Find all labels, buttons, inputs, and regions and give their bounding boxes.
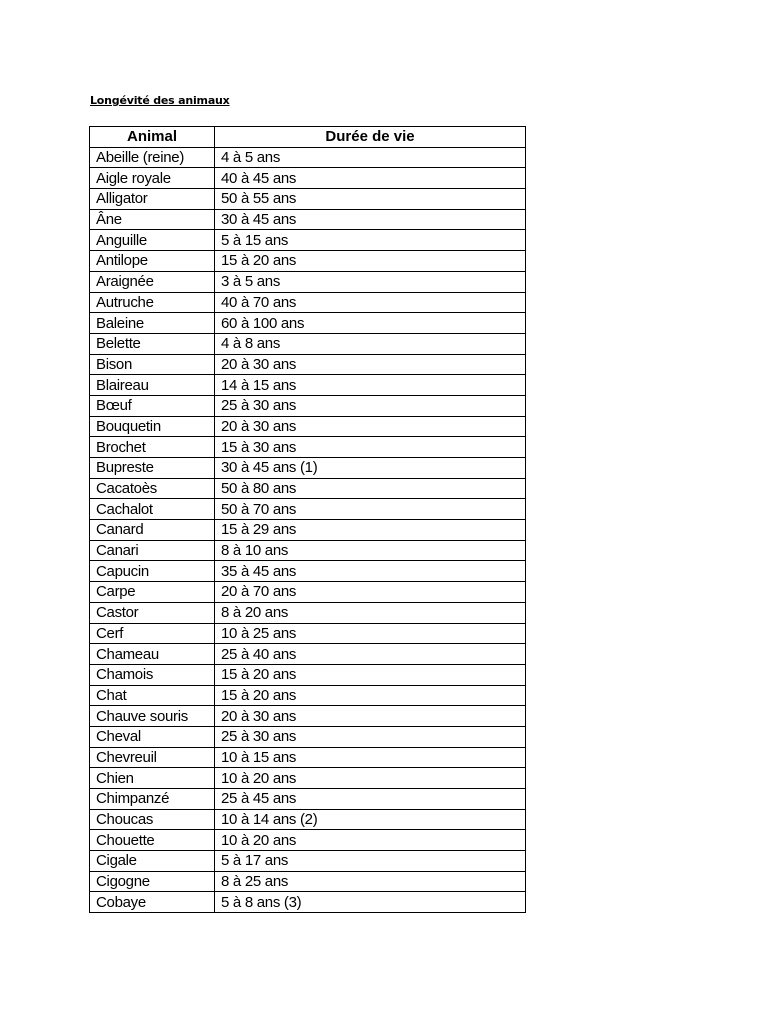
- table-row: [90, 582, 526, 603]
- table-row: [90, 189, 526, 210]
- cell-duree-de-vie: 50 à 80 ans: [215, 478, 526, 499]
- cell-duree-de-vie: 25 à 30 ans: [215, 726, 526, 747]
- cell-animal: Bœuf: [90, 395, 215, 416]
- table-row: [90, 147, 526, 168]
- table-row: [90, 768, 526, 789]
- cell-duree-de-vie: 25 à 45 ans: [215, 789, 526, 810]
- cell-animal: Chimpanzé: [90, 789, 215, 810]
- cell-animal: Cerf: [90, 623, 215, 644]
- cell-animal: Aigle royale: [90, 168, 215, 189]
- cell-animal: Anguille: [90, 230, 215, 251]
- cell-animal: Chauve souris: [90, 706, 215, 727]
- cell-animal: Choucas: [90, 809, 215, 830]
- table-header: [90, 127, 526, 148]
- cell-duree-de-vie: 25 à 40 ans: [215, 644, 526, 665]
- table-row: [90, 478, 526, 499]
- table-row: [90, 375, 526, 396]
- table-row: [90, 520, 526, 541]
- cell-duree-de-vie: 15 à 30 ans: [215, 437, 526, 458]
- cell-animal: Chamois: [90, 664, 215, 685]
- table-row: [90, 230, 526, 251]
- table-row: [90, 706, 526, 727]
- table-row: [90, 747, 526, 768]
- cell-duree-de-vie: 25 à 30 ans: [215, 395, 526, 416]
- cell-animal: Autruche: [90, 292, 215, 313]
- table-row: [90, 830, 526, 851]
- table-row: [90, 871, 526, 892]
- table-row: [90, 168, 526, 189]
- table-row: [90, 602, 526, 623]
- cell-animal: Chouette: [90, 830, 215, 851]
- cell-duree-de-vie: 10 à 20 ans: [215, 830, 526, 851]
- cell-animal: Bouquetin: [90, 416, 215, 437]
- cell-duree-de-vie: 15 à 20 ans: [215, 664, 526, 685]
- cell-duree-de-vie: 8 à 20 ans: [215, 602, 526, 623]
- table-row: [90, 540, 526, 561]
- table-header-row: [90, 127, 526, 148]
- table-row: [90, 437, 526, 458]
- table-row: [90, 809, 526, 830]
- table-row: [90, 623, 526, 644]
- cell-animal: Bison: [90, 354, 215, 375]
- cell-duree-de-vie: 10 à 20 ans: [215, 768, 526, 789]
- cell-animal: Cachalot: [90, 499, 215, 520]
- cell-animal: Castor: [90, 602, 215, 623]
- cell-duree-de-vie: 4 à 5 ans: [215, 147, 526, 168]
- table-row: [90, 789, 526, 810]
- cell-duree-de-vie: 5 à 15 ans: [215, 230, 526, 251]
- cell-animal: Chevreuil: [90, 747, 215, 768]
- cell-duree-de-vie: 10 à 15 ans: [215, 747, 526, 768]
- cell-duree-de-vie: 8 à 25 ans: [215, 871, 526, 892]
- table-row: [90, 458, 526, 479]
- table-row: [90, 664, 526, 685]
- table-row: [90, 851, 526, 872]
- cell-duree-de-vie: 40 à 45 ans: [215, 168, 526, 189]
- cell-animal: Cigogne: [90, 871, 215, 892]
- cell-duree-de-vie: 50 à 70 ans: [215, 499, 526, 520]
- table-row: [90, 499, 526, 520]
- cell-animal: Araignée: [90, 271, 215, 292]
- table-row: [90, 892, 526, 913]
- cell-duree-de-vie: 14 à 15 ans: [215, 375, 526, 396]
- cell-duree-de-vie: 40 à 70 ans: [215, 292, 526, 313]
- cell-animal: Belette: [90, 333, 215, 354]
- table-row: [90, 644, 526, 665]
- cell-animal: Alligator: [90, 189, 215, 210]
- table-row: [90, 209, 526, 230]
- cell-duree-de-vie: 35 à 45 ans: [215, 561, 526, 582]
- table-body: [90, 147, 526, 912]
- cell-duree-de-vie: 50 à 55 ans: [215, 189, 526, 210]
- cell-duree-de-vie: 20 à 70 ans: [215, 582, 526, 603]
- cell-animal: Blaireau: [90, 375, 215, 396]
- column-header-animal: Animal: [90, 127, 215, 148]
- table-row: [90, 416, 526, 437]
- table-row: [90, 271, 526, 292]
- cell-duree-de-vie: 4 à 8 ans: [215, 333, 526, 354]
- document-title: Longévité des animaux: [90, 94, 230, 107]
- cell-animal: Chat: [90, 685, 215, 706]
- column-header-duree-de-vie: Durée de vie: [215, 127, 526, 148]
- cell-animal: Cobaye: [90, 892, 215, 913]
- cell-duree-de-vie: 15 à 20 ans: [215, 685, 526, 706]
- cell-duree-de-vie: 20 à 30 ans: [215, 706, 526, 727]
- table-row: [90, 395, 526, 416]
- cell-animal: Bupreste: [90, 458, 215, 479]
- cell-duree-de-vie: 8 à 10 ans: [215, 540, 526, 561]
- cell-animal: Canari: [90, 540, 215, 561]
- cell-animal: Cacatoès: [90, 478, 215, 499]
- cell-animal: Carpe: [90, 582, 215, 603]
- cell-duree-de-vie: 15 à 20 ans: [215, 251, 526, 272]
- lifespan-table: [89, 126, 526, 913]
- table-row: [90, 251, 526, 272]
- cell-animal: Chien: [90, 768, 215, 789]
- cell-duree-de-vie: 30 à 45 ans: [215, 209, 526, 230]
- table-row: [90, 292, 526, 313]
- cell-animal: Canard: [90, 520, 215, 541]
- cell-duree-de-vie: 15 à 29 ans: [215, 520, 526, 541]
- table-row: [90, 333, 526, 354]
- cell-animal: Âne: [90, 209, 215, 230]
- cell-duree-de-vie: 60 à 100 ans: [215, 313, 526, 334]
- cell-animal: Capucin: [90, 561, 215, 582]
- cell-animal: Baleine: [90, 313, 215, 334]
- cell-duree-de-vie: 30 à 45 ans (1): [215, 458, 526, 479]
- cell-duree-de-vie: 5 à 17 ans: [215, 851, 526, 872]
- table-row: [90, 561, 526, 582]
- cell-duree-de-vie: 3 à 5 ans: [215, 271, 526, 292]
- cell-duree-de-vie: 20 à 30 ans: [215, 354, 526, 375]
- cell-animal: Abeille (reine): [90, 147, 215, 168]
- cell-animal: Chameau: [90, 644, 215, 665]
- cell-duree-de-vie: 10 à 14 ans (2): [215, 809, 526, 830]
- cell-animal: Cigale: [90, 851, 215, 872]
- table-row: [90, 354, 526, 375]
- table-row: [90, 685, 526, 706]
- cell-duree-de-vie: 10 à 25 ans: [215, 623, 526, 644]
- cell-duree-de-vie: 20 à 30 ans: [215, 416, 526, 437]
- cell-animal: Brochet: [90, 437, 215, 458]
- cell-animal: Antilope: [90, 251, 215, 272]
- table-row: [90, 313, 526, 334]
- cell-animal: Cheval: [90, 726, 215, 747]
- table-row: [90, 726, 526, 747]
- cell-duree-de-vie: 5 à 8 ans (3): [215, 892, 526, 913]
